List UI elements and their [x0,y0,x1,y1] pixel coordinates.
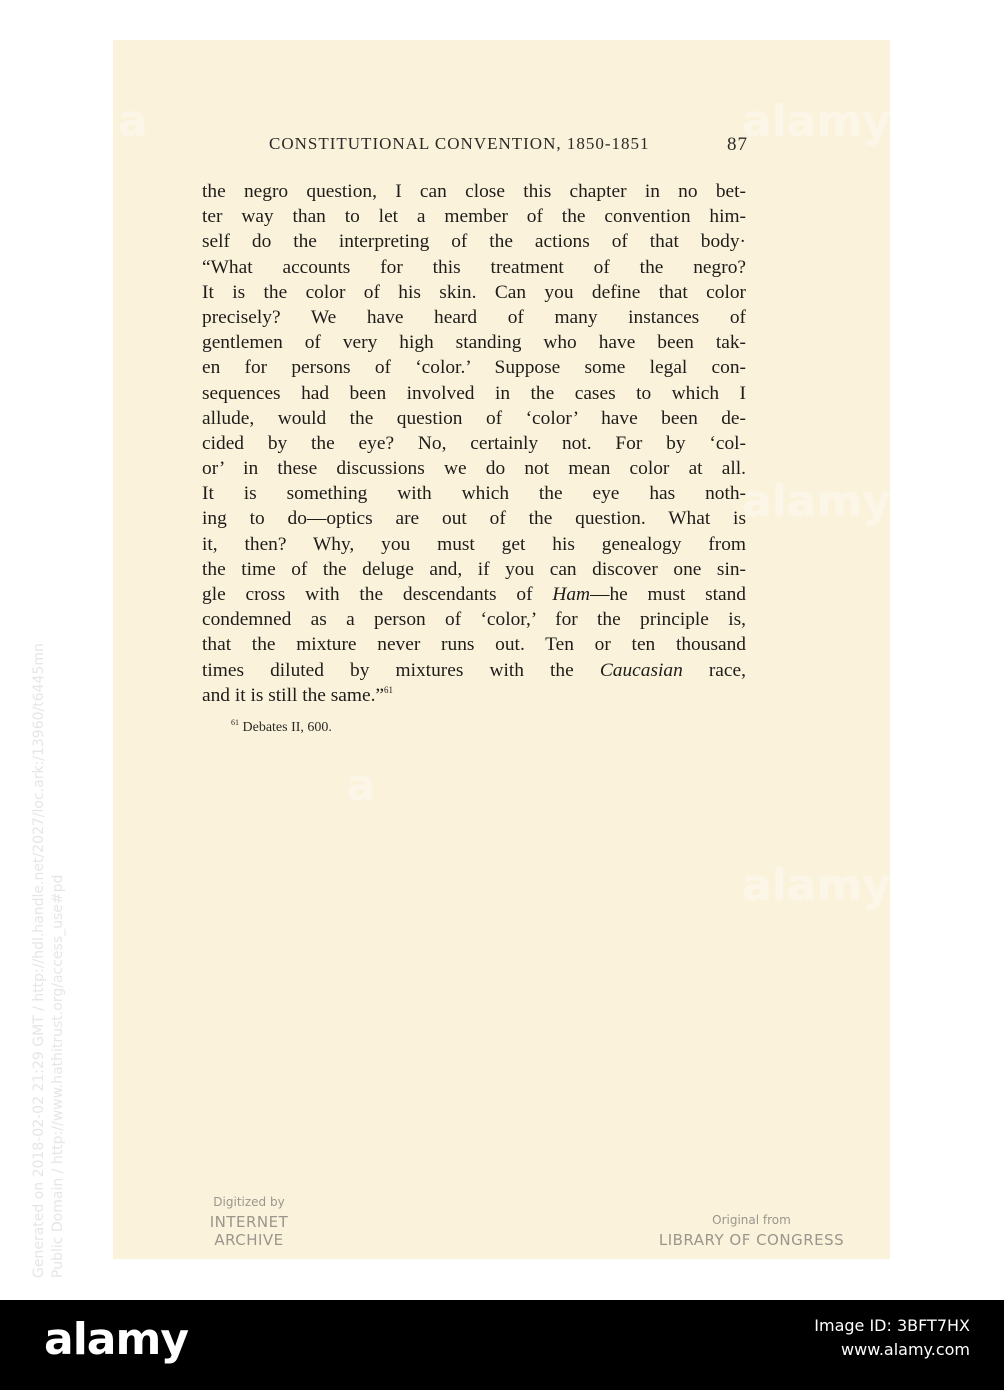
stamp-line: Public Domain / http://www.hathitrust.org/access_use#pd [50,874,66,1278]
text-fragment: and it is still the same.” [202,684,385,706]
text-line: It is something with which the eye has noth- [202,483,746,505]
text-fragment: race, [682,659,746,681]
alamy-watermark: a [346,760,376,811]
text-fragment: times diluted by mixtures with the [202,659,600,681]
text-line: It is the color of his skin. Can you define that color [202,281,746,303]
text-line: it, then? Why, you must get his genealogy from [202,533,746,555]
text-line: allude, would the question of ‘color’ have been de- [202,407,746,429]
footnote-reference: 61 [384,684,394,695]
italic-word: Ham [552,584,591,605]
text-line [202,582,746,607]
page-number: 87 [727,134,748,155]
scanned-page [113,40,890,1259]
text-line: self do the interpreting of the actions of that body· [202,231,746,253]
text-line: “What accounts for this treatment of the negro? [202,256,746,278]
text-fragment: —he must stand [590,584,746,605]
alamy-bar [0,1300,1004,1390]
italic-word: Caucasian [599,659,683,681]
footnote-mark: 61 [231,718,239,727]
footnote [231,720,332,736]
image-id: Image ID: 3BFT7HX [814,1316,970,1335]
alamy-watermark: a [118,96,148,147]
original-from-label: Original from [712,1213,791,1227]
alamy-watermark: alamy [742,476,891,527]
text-line: precisely? We have heard of many instances of [202,306,746,328]
text-line: condemned as a person of ‘color,’ for the principle is, [202,609,746,631]
text-line: or’ in these discussions we do not mean color at all. [202,458,746,480]
text-line: the time of the deluge and, if you can discover one sin- [202,558,746,580]
text-line: that the mixture never runs out. Ten or ten thousand [202,634,746,656]
text-line [202,683,746,708]
alamy-watermark: alamy [742,860,891,911]
text-fragment: gle cross with the descendants of [202,584,553,605]
hathitrust-stamp [30,643,68,1278]
alamy-watermark: alamy [742,96,891,147]
digitized-by-credit [174,1195,324,1249]
text-line: the negro question, I can close this chapter in no bet- [202,181,746,202]
running-title: CONSTITUTIONAL CONVENTION, 1850-1851 [269,134,650,153]
text-line: ter way than to let a member of the convention him- [202,206,746,228]
digitized-by-label: Digitized by [213,1195,285,1209]
image-id-block [814,1314,970,1362]
body-text [202,179,746,708]
text-line [202,658,746,683]
stamp-line: Generated on 2018-02-02 21:29 GMT / http://hdl.handle.net/2027/loc.ark:/13960/t6445mn [31,643,47,1278]
alamy-url: www.alamy.com [841,1340,970,1359]
text-line: cided by the eye? No, certainly not. For by ‘col- [202,432,746,454]
digitized-by-name: INTERNET ARCHIVE [209,1213,289,1249]
alamy-logo: alamy [44,1314,188,1365]
text-line: ing to do—optics are out of the question. What is [202,508,746,530]
text-line: gentlemen of very high standing who have been tak- [202,332,746,354]
text-line: sequences had been involved in the cases to which I [202,382,746,404]
footnote-text: Debates II, 600. [242,720,332,735]
text-line: en for persons of ‘color.’ Suppose some legal con- [202,357,746,379]
original-from-credit [654,1213,849,1249]
original-from-name: LIBRARY OF CONGRESS [658,1231,845,1249]
